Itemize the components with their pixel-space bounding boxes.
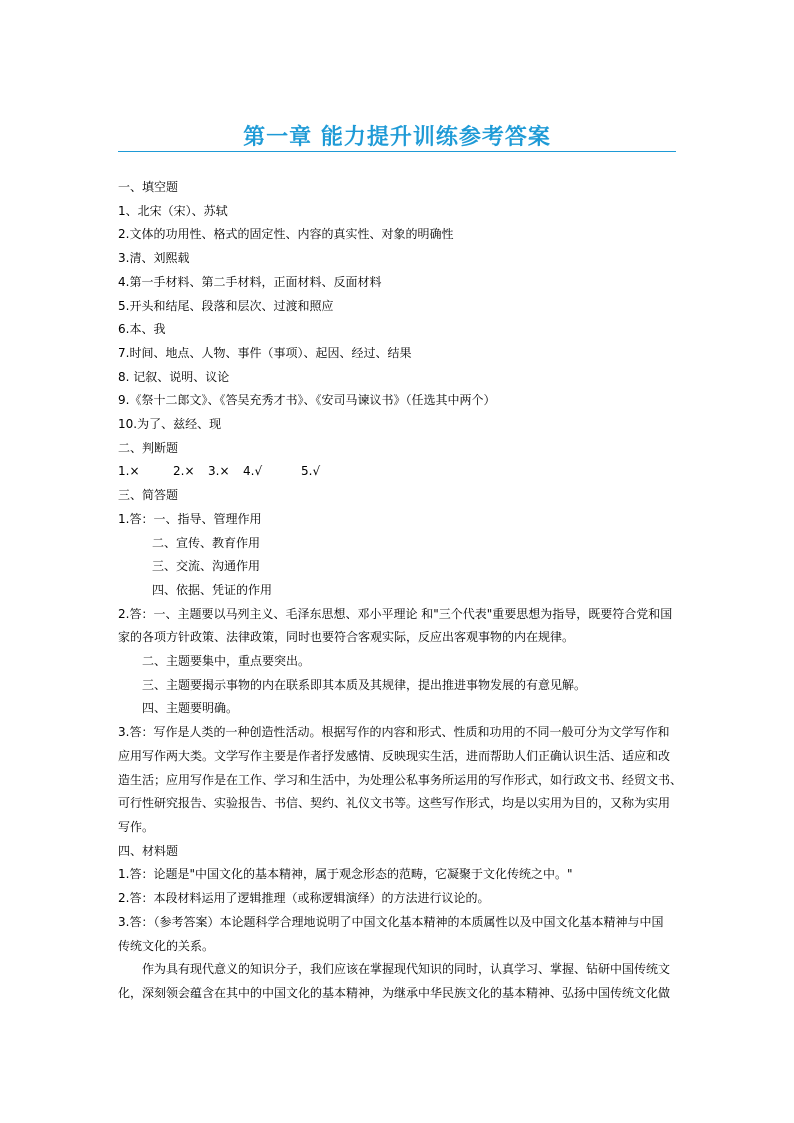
answer-line: 3.答：（参考答案）本论题科学合理地说明了中国文化基本精神的本质属性以及中国文化基本精神与中国	[118, 914, 664, 929]
answer-line: 写作。	[118, 819, 155, 834]
answer-line: 三、交流、沟通作用	[152, 559, 261, 574]
judge-item: 3.×	[208, 464, 230, 479]
answer-line: 可行性研究报告、实验报告、书信、契约、礼仪文书等。这些写作形式，均是以实用为目的，又称为实用	[118, 796, 671, 811]
section-heading-judge: 二、判断题	[118, 440, 179, 455]
fill-item: 9.《祭十二郎文》、《答吴充秀才书》、《安司马谏议书》（任选其中两个）	[118, 393, 496, 408]
answer-line: 2.答：本段材料运用了逻辑推理（或称逻辑演绎）的方法进行议论的。	[118, 891, 490, 906]
answer-line: 1.答：一、指导、管理作用	[118, 511, 262, 526]
answer-line: 家的各项方针政策、法律政策，同时也要符合客观实际，反应出客观事物的内在规律。	[118, 630, 575, 645]
fill-item: 5.开头和结尾、段落和层次、过渡和照应	[118, 298, 334, 313]
fill-item: 3.清、刘熙载	[118, 251, 190, 266]
fill-item: 1、北宋（宋）、苏轼	[118, 203, 228, 218]
judge-answers	[118, 460, 678, 484]
section-heading-short: 三、简答题	[118, 488, 179, 503]
fill-item: 7.时间、地点、人物、事件（事项）、起因、经过、结果	[118, 345, 412, 360]
document-body	[118, 176, 683, 1006]
section-heading-fill: 一、填空题	[118, 180, 179, 194]
page-title: 第一章 能力提升训练参考答案	[243, 124, 551, 150]
judge-item: 2.×	[173, 464, 195, 479]
answer-line: 四、主题要明确。	[142, 701, 239, 716]
answer-line: 2.答：一、主题要以马列主义、毛泽东思想、邓小平理论 和"三个代表"重要思想为指导，既要符合党和国	[118, 606, 673, 621]
section-heading-material: 四、材料题	[118, 843, 179, 858]
answer-line: 传统文化的关系。	[118, 938, 215, 953]
answer-line: 3.答：写作是人类的一种创造性活动。根据写作的内容和形式、性质和功用的不同一般可分为文学写作和	[118, 725, 670, 740]
fill-item: 6.本、我	[118, 322, 166, 337]
answer-line: 造生活；应用写作是在工作、学习和生活中，为处理公私事务所运用的写作形式，如行政文书、经贸文书、	[118, 772, 683, 787]
judge-item: 1.×	[118, 464, 140, 479]
answer-line: 三、主题要揭示事物的内在联系即其本质及其规律，提出推进事物发展的有意见解。	[142, 677, 587, 692]
fill-item: 4.第一手材料、第二手材料，正面材料、反面材料	[118, 274, 382, 289]
judge-item: 5.√	[301, 464, 321, 479]
answer-line: 二、主题要集中，重点要突出。	[142, 654, 311, 669]
answer-line: 化，深刻领会蕴含在其中的中国文化的基本精神，为继承中华民族文化的基本精神、弘扬中国传统文化做	[118, 985, 671, 1000]
answer-line: 二、宣传、教育作用	[152, 535, 261, 550]
fill-item: 8. 记叙、说明、议论	[118, 369, 230, 384]
fill-item: 2.文体的功用性、格式的固定性、内容的真实性、对象的明确性	[118, 227, 454, 242]
answer-line: 四、依据、凭证的作用	[152, 582, 273, 597]
answer-line: 作为具有现代意义的知识分子，我们应该在掌握现代知识的同时，认真学习、掌握、钻研中国传统文	[142, 962, 671, 977]
title-underline	[118, 151, 676, 152]
judge-item: 4.√	[243, 464, 263, 479]
fill-item: 10.为了、兹经、现	[118, 417, 222, 432]
answer-line: 1.答：论题是"中国文化的基本精神，属于观念形态的范畴，它凝聚于文化传统之中。"	[118, 867, 573, 882]
answer-line: 应用写作两大类。文学写作主要是作者抒发感情、反映现实生活，进而帮助人们正确认识生活、适应和改	[118, 748, 671, 763]
